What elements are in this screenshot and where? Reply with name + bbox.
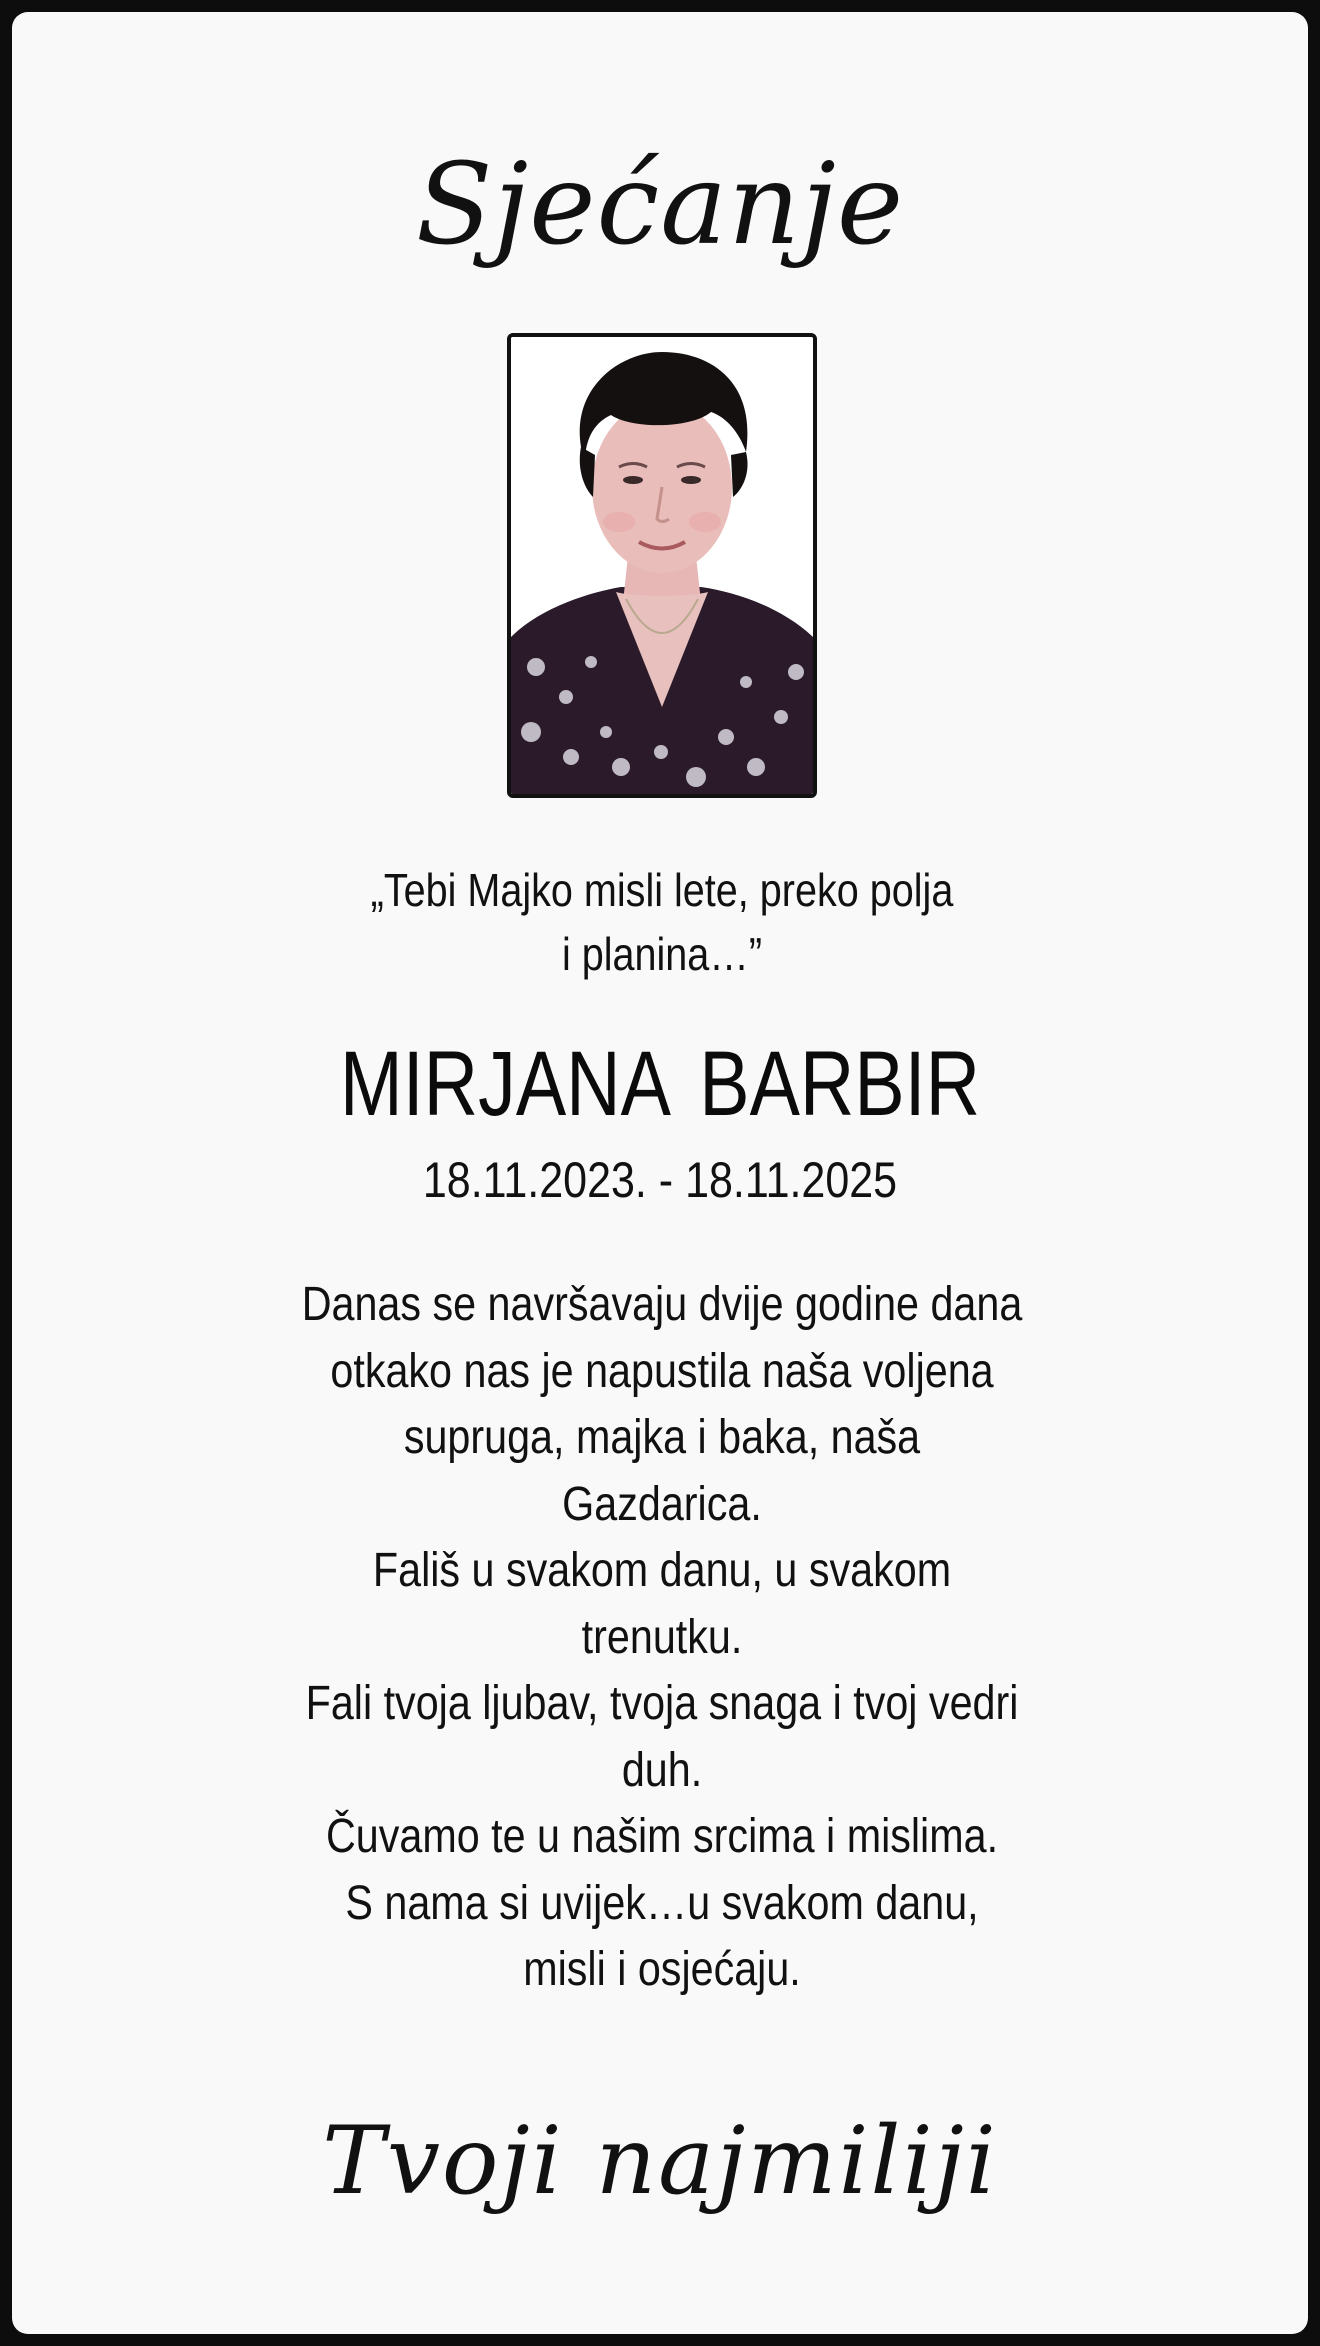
deceased-name: MIRJANA BARBIR bbox=[339, 1033, 981, 1135]
signature: Tvoji najmiliji bbox=[322, 2107, 998, 2216]
obituary-card bbox=[12, 12, 1308, 2334]
page-title: Sjećanje bbox=[415, 140, 905, 270]
message-line: Fališ u svakom danu, u svakom trenutku. bbox=[372, 1544, 952, 1664]
memorial-dates: 18.11.2023. - 18.11.2025 bbox=[422, 1152, 898, 1208]
message-line: S nama si uvijek…u svakom danu, misli i osjećaju. bbox=[345, 1876, 979, 1996]
portrait-icon bbox=[511, 337, 813, 794]
message-line: Fali tvoja ljubav, tvoja snaga i tvoj vedri duh. bbox=[305, 1677, 1019, 1797]
message-line: Danas se navršavaju dvije godine dana otkako nas je napustila naša voljena supruga, majka i baka, naša Gazdarica. bbox=[301, 1278, 1023, 1531]
message-line: Čuvamo te u našim srcima i mislima. bbox=[325, 1810, 999, 1863]
memorial-quote: „Tebi Majko misli lete, preko polja i planina…” bbox=[370, 864, 954, 980]
portrait-photo bbox=[507, 333, 817, 798]
memorial-message bbox=[301, 1272, 1023, 2004]
